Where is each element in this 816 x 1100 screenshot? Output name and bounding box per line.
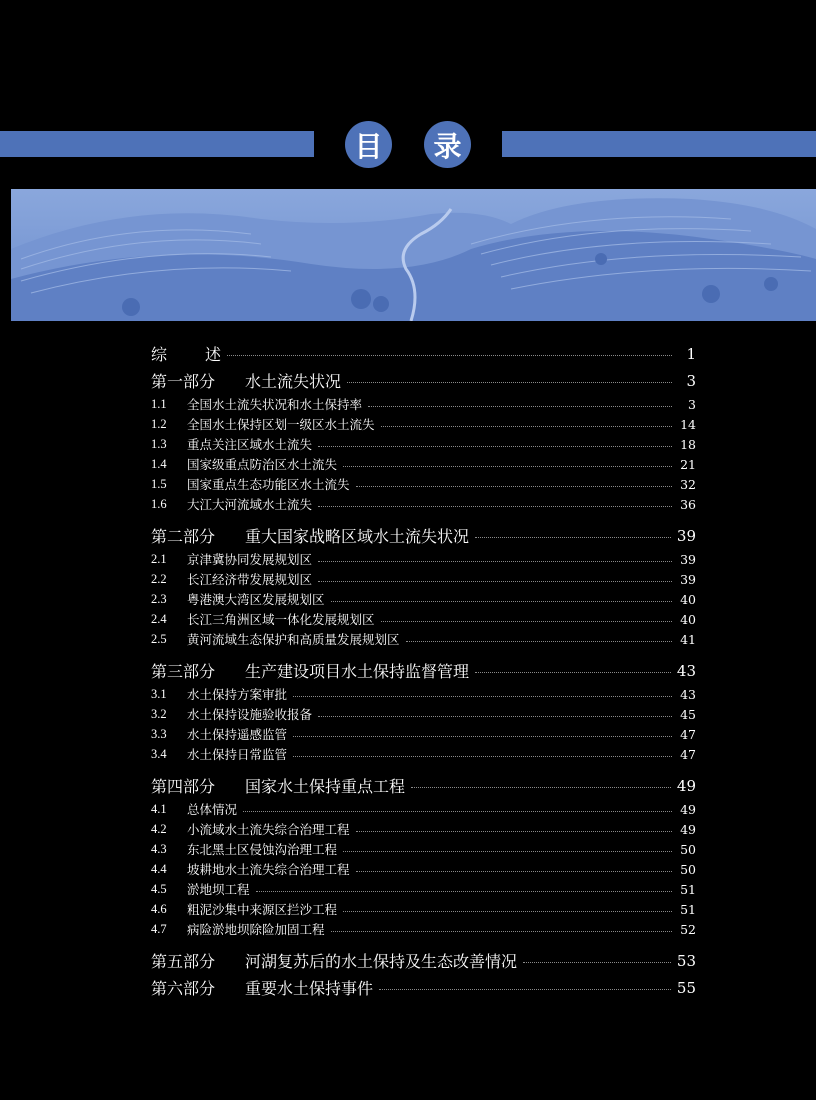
page-number: 55 [676,978,696,997]
section-number: 2.3 [151,591,167,606]
toc-section-4-1[interactable] [151,799,696,819]
section-number: 3.1 [151,686,167,701]
toc-section-title [151,475,350,493]
section-number: 2.2 [151,571,167,586]
section-title: 国家重点生态功能区水土流失 [187,477,350,492]
toc-section-title [151,455,337,473]
dot-leader [343,466,672,467]
section-title: 水土保持日常监管 [187,747,288,762]
page-number: 49 [676,776,696,795]
toc-section-title [151,920,325,938]
toc-section-title [151,395,362,413]
toc-section-2-5[interactable] [151,629,696,649]
section-number: 4.1 [151,801,167,816]
toc-section-4-3[interactable] [151,839,696,859]
page-number: 52 [680,921,696,937]
toc-section-title [151,435,312,453]
banner-image [11,189,816,321]
page-number: 39 [680,571,696,587]
dot-leader [368,406,672,407]
dot-leader [293,736,672,737]
toc-section-1-2[interactable] [151,414,696,434]
page-number: 49 [680,821,696,837]
toc-section-title [151,900,337,918]
toc-section-1-6[interactable] [151,494,696,514]
toc-section-title [151,800,237,818]
section-title: 东北黑土区侵蚀沟治理工程 [187,842,338,857]
section-title: 总体情况 [187,802,238,817]
overview-char-2: 述 [205,345,222,364]
dot-leader [356,486,672,487]
toc-section-1-1[interactable] [151,394,696,414]
toc-part-title [151,774,405,797]
page-number: 53 [676,951,696,970]
toc-part-title [151,659,469,682]
dot-leader [406,641,672,642]
title-circle-2 [424,121,471,168]
toc-section-title [151,685,287,703]
part-title: 国家水土保持重点工程 [245,777,406,796]
dot-leader [318,581,672,582]
dot-leader [475,672,671,673]
toc-part-title [151,369,341,392]
part-number: 第六部分 [151,979,216,998]
part-number: 第二部分 [151,527,216,546]
section-number: 3.3 [151,726,167,741]
page-number: 14 [680,416,696,432]
title-bar-left [0,131,314,157]
toc-section-1-3[interactable] [151,434,696,454]
toc-section-1-4[interactable] [151,454,696,474]
section-number: 2.1 [151,551,167,566]
section-number: 1.2 [151,416,167,431]
page-number: 49 [680,801,696,817]
section-title: 长江经济带发展规划区 [187,572,313,587]
page-number: 18 [680,436,696,452]
dot-leader [411,787,671,788]
page-number: 43 [680,686,696,702]
toc-part-2[interactable] [151,522,696,549]
dot-leader [227,355,672,356]
toc-section-2-3[interactable] [151,589,696,609]
toc-section-title [151,415,375,433]
section-title: 小流域水土流失综合治理工程 [187,822,350,837]
section-title: 坡耕地水土流失综合治理工程 [187,862,350,877]
terraced-hills-photo [11,189,816,321]
section-number: 3.2 [151,706,167,721]
section-gap [151,514,696,522]
toc-section-title [151,840,337,858]
toc-section-2-1[interactable] [151,549,696,569]
toc-section-4-2[interactable] [151,819,696,839]
toc-entry-overview[interactable] [151,340,696,367]
dot-leader [243,811,672,812]
overview-char-1: 综 [151,345,168,364]
toc-section-title [151,860,350,878]
page-number: 3 [688,396,696,412]
section-title: 水土保持设施验收报备 [187,707,313,722]
section-number: 4.4 [151,861,167,876]
dot-leader [343,911,672,912]
page-number: 39 [680,551,696,567]
dot-leader [343,851,672,852]
toc-section-title [151,745,287,763]
dot-leader [381,426,672,427]
part-title: 水土流失状况 [245,372,342,391]
section-number: 2.4 [151,611,167,626]
toc-section-title [151,570,312,588]
part-number: 第三部分 [151,662,216,681]
dot-leader [356,831,672,832]
toc-section-title [151,550,312,568]
page-number: 39 [676,526,696,545]
toc-section-4-7[interactable] [151,919,696,939]
dot-leader [381,621,672,622]
dot-leader [318,446,672,447]
toc-section-3-4[interactable] [151,744,696,764]
toc-section-title [151,610,375,628]
page-number: 50 [680,841,696,857]
toc-section-3-2[interactable] [151,704,696,724]
dot-leader [318,716,672,717]
toc-section-title [151,725,287,743]
section-title: 京津冀协同发展规划区 [187,552,313,567]
toc-section-3-3[interactable] [151,724,696,744]
part-title: 重要水土保持事件 [245,979,374,998]
section-title: 全国水土流失状况和水土保持率 [187,397,363,412]
toc-section-4-6[interactable] [151,899,696,919]
dot-leader [347,382,672,383]
dot-leader [293,696,672,697]
page-number: 41 [680,631,696,647]
dot-leader [356,871,672,872]
page-number: 3 [686,371,696,390]
toc-section-2-4[interactable] [151,609,696,629]
toc-entry-title [151,342,221,365]
part-title: 生产建设项目水土保持监督管理 [245,662,470,681]
toc-section-2-2[interactable] [151,569,696,589]
page-number: 36 [680,496,696,512]
dot-leader [256,891,672,892]
dot-leader [331,601,672,602]
section-number: 3.4 [151,746,167,761]
section-title: 国家级重点防治区水土流失 [187,457,338,472]
dot-leader [379,989,671,990]
section-title: 黄河流域生态保护和高质量发展规划区 [187,632,400,647]
page-number: 40 [680,611,696,627]
page-number: 47 [680,746,696,762]
section-title: 病险淤地坝除险加固工程 [187,922,325,937]
toc-section-title [151,630,400,648]
dot-leader [331,931,672,932]
section-number: 2.5 [151,631,167,646]
toc-part-4[interactable] [151,772,696,799]
dot-leader [318,561,672,562]
page-number: 40 [680,591,696,607]
page-number: 47 [680,726,696,742]
section-title: 水土保持方案审批 [187,687,288,702]
toc-section-4-4[interactable] [151,859,696,879]
section-number: 4.2 [151,821,167,836]
dot-leader [523,962,671,963]
dot-leader [293,756,672,757]
section-number: 1.4 [151,456,167,471]
toc-part-6[interactable] [151,974,696,1001]
section-number: 4.5 [151,881,167,896]
section-number: 1.6 [151,496,167,511]
part-number: 第五部分 [151,952,216,971]
page-number: 43 [676,661,696,680]
section-title: 淤地坝工程 [187,882,250,897]
part-title: 重大国家战略区域水土流失状况 [245,527,470,546]
toc-part-title [151,976,373,999]
section-title: 全国水土保持区划一级区水土流失 [187,417,375,432]
page-number: 21 [680,456,696,472]
title-circle-1 [345,121,392,168]
section-number: 4.6 [151,901,167,916]
part-number: 第一部分 [151,372,216,391]
section-title: 粤港澳大湾区发展规划区 [187,592,325,607]
section-title: 大江大河流域水土流失 [187,497,313,512]
toc-part-3[interactable] [151,657,696,684]
section-number: 1.3 [151,436,167,451]
section-number: 4.7 [151,921,167,936]
page-number: 51 [680,881,696,897]
section-title: 重点关注区域水土流失 [187,437,313,452]
toc-section-1-5[interactable] [151,474,696,494]
dot-leader [318,506,672,507]
toc-section-3-1[interactable] [151,684,696,704]
dot-leader [475,537,671,538]
page-number: 45 [680,706,696,722]
section-gap [151,939,696,947]
title-char-1: 目 [354,129,383,163]
section-gap [151,764,696,772]
page-number: 50 [680,861,696,877]
section-number: 1.1 [151,396,167,411]
toc-part-5[interactable] [151,947,696,974]
page-number: 51 [680,901,696,917]
toc-part-1[interactable] [151,367,696,394]
section-gap [151,649,696,657]
title-char-2: 录 [433,129,462,163]
section-title: 粗泥沙集中来源区拦沙工程 [187,902,338,917]
toc-part-title [151,949,517,972]
toc-section-title [151,590,325,608]
toc-section-title [151,820,350,838]
table-of-contents [151,340,696,1001]
toc-section-title [151,880,250,898]
toc-section-title [151,495,312,513]
page-number: 32 [680,476,696,492]
page-number: 1 [686,344,696,363]
toc-part-title [151,524,469,547]
section-title: 长江三角洲区域一体化发展规划区 [187,612,375,627]
toc-section-title [151,705,312,723]
section-title: 水土保持遥感监管 [187,727,288,742]
title-bar-right [502,131,816,157]
section-number: 1.5 [151,476,167,491]
section-number: 4.3 [151,841,167,856]
part-number: 第四部分 [151,777,216,796]
part-title: 河湖复苏后的水土保持及生态改善情况 [245,952,518,971]
toc-section-4-5[interactable] [151,879,696,899]
